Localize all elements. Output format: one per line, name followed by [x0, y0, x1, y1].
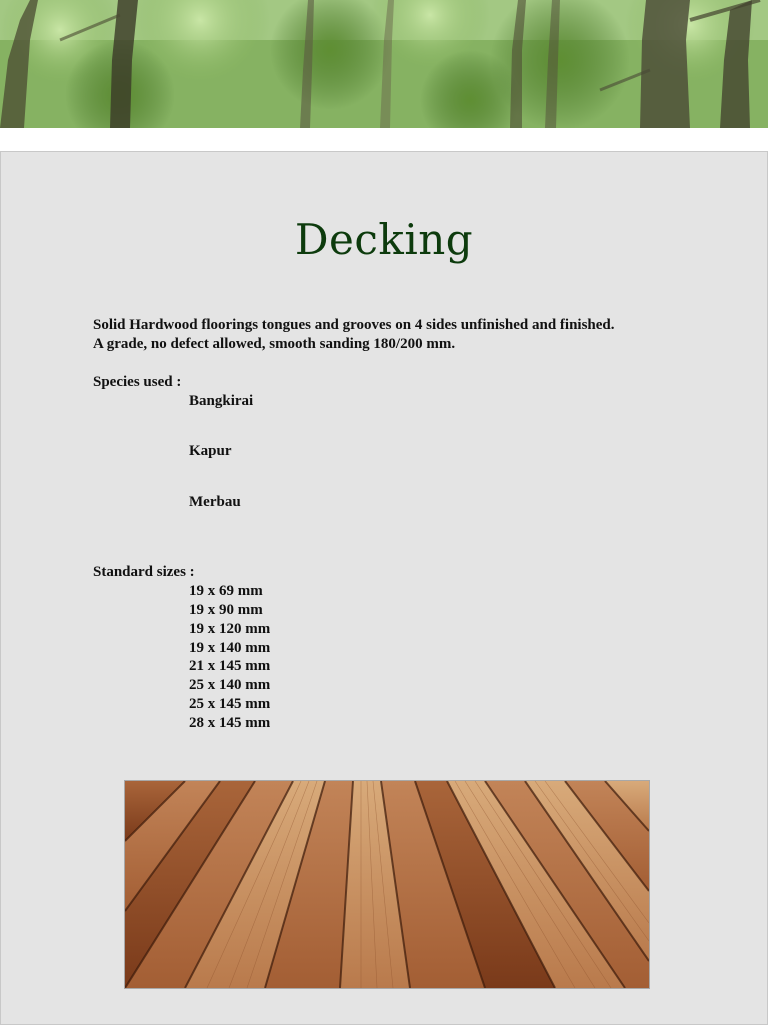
size-item: 19 x 140 mm [189, 640, 271, 656]
species-item-kapur: Kapur [189, 443, 232, 459]
description-line-1: Solid Hardwood floorings tongues and grooves on 4 sides unfinished and finished. [93, 317, 615, 333]
size-item: 21 x 145 mm [189, 658, 271, 674]
sizes-label: Standard sizes : [93, 564, 195, 580]
size-item: 19 x 69 mm [189, 583, 263, 599]
size-item: 19 x 120 mm [189, 621, 271, 637]
description-line-2: A grade, no defect allowed, smooth sanding 180/200 mm. [93, 336, 456, 352]
size-item: 25 x 140 mm [189, 677, 271, 693]
species-item-merbau: Merbau [189, 494, 241, 510]
size-item: 25 x 145 mm [189, 696, 271, 712]
forest-banner-image [0, 0, 768, 128]
species-label: Species used : [93, 374, 182, 390]
decking-boards-photo [124, 780, 650, 989]
page-title: Decking [294, 215, 474, 264]
size-item: 28 x 145 mm [189, 715, 271, 731]
size-item: 19 x 90 mm [189, 602, 263, 618]
species-item-bangkirai: Bangkirai [189, 393, 254, 409]
